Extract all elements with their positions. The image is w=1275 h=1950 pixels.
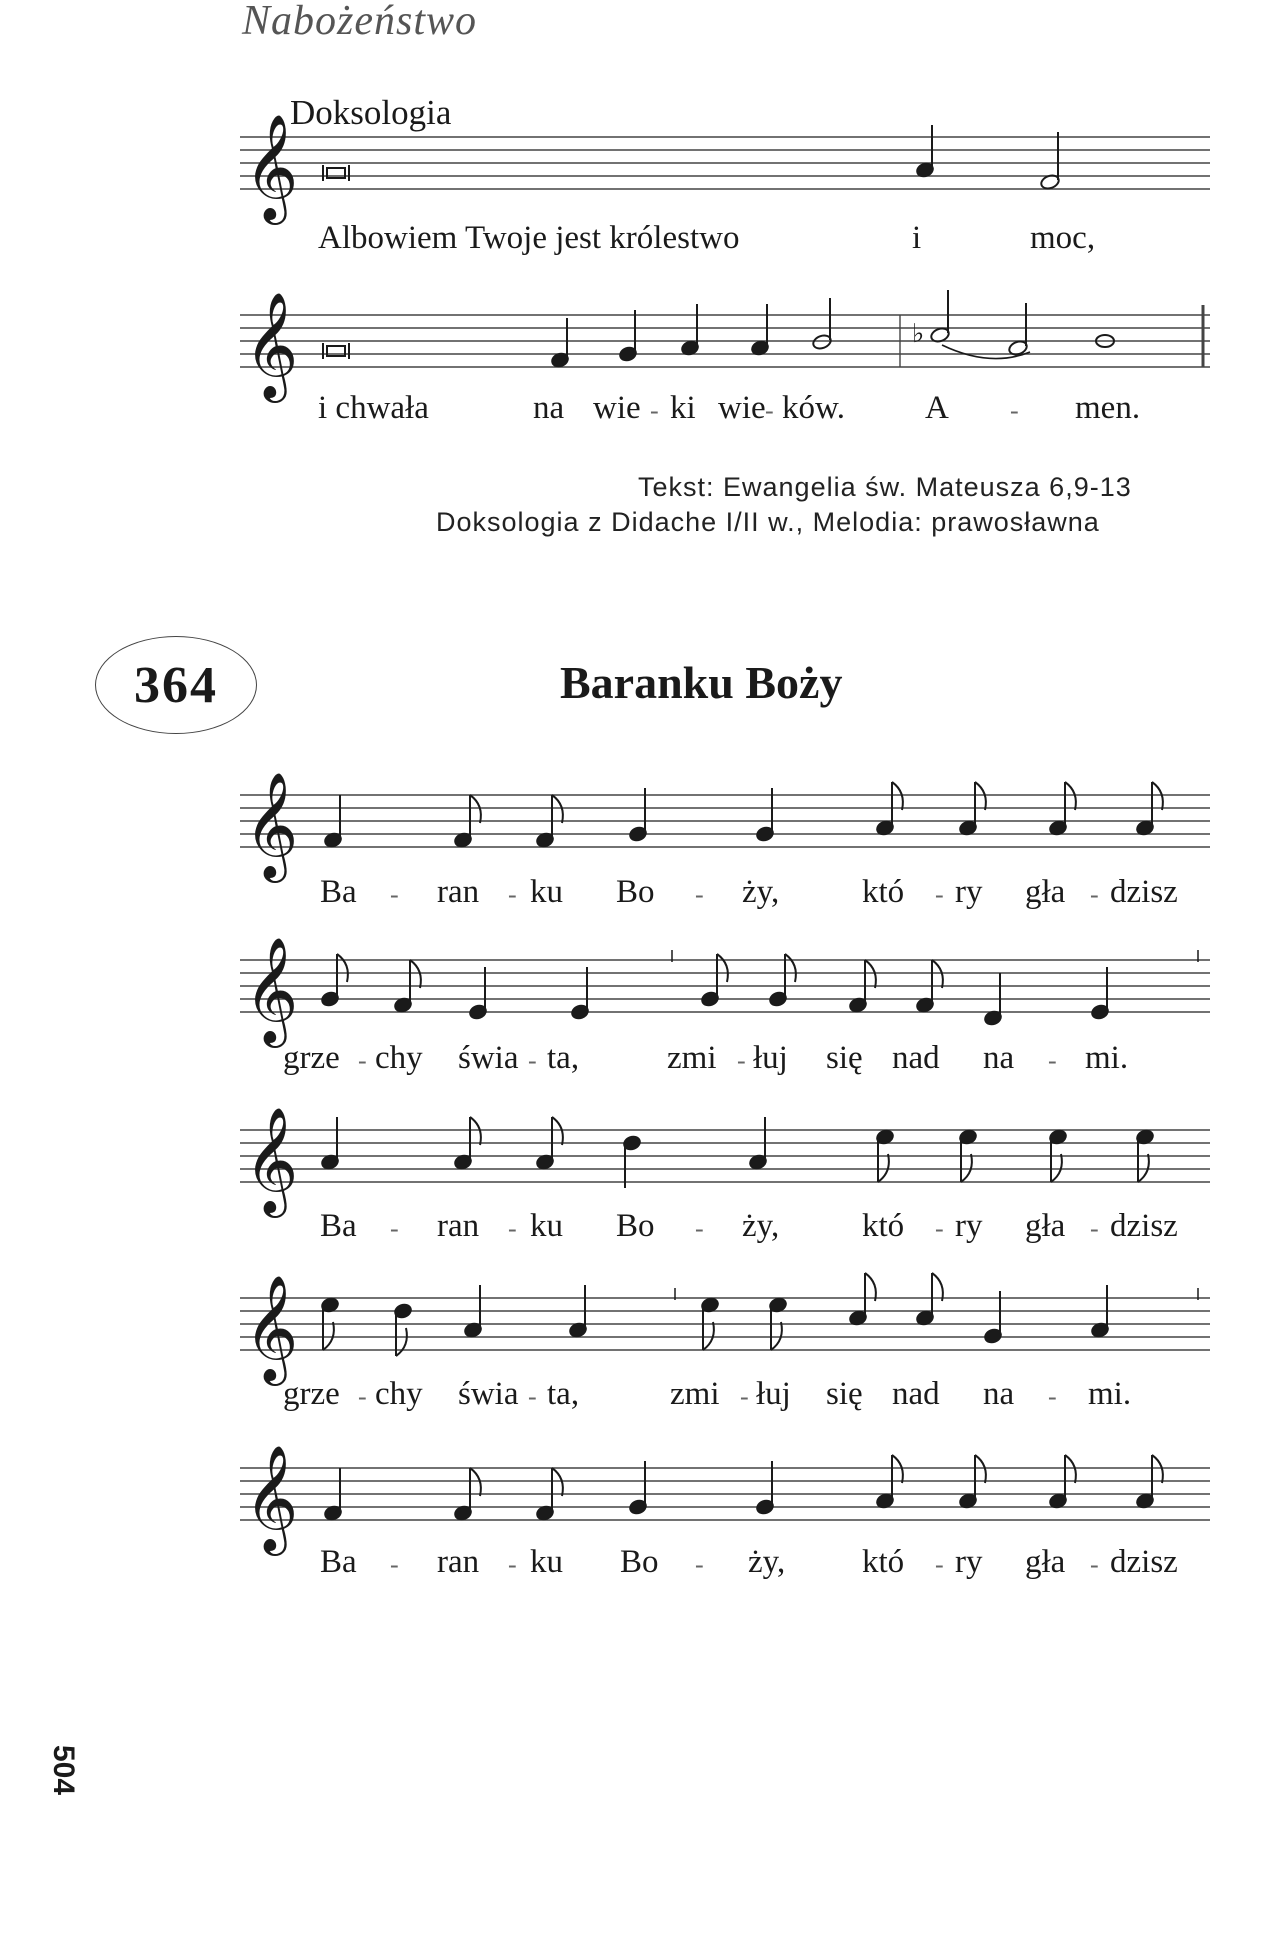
syllable: ży, — [742, 1208, 780, 1244]
syllable: mi. — [1085, 1040, 1129, 1076]
hyphen: - — [390, 1214, 399, 1243]
lyric-doxology-2-a: i chwała — [318, 390, 429, 426]
syllable: któ — [862, 1208, 905, 1244]
syllable: zmi — [667, 1040, 717, 1076]
syllable: mi. — [1088, 1376, 1132, 1412]
syllable: ry — [955, 1544, 983, 1580]
syllable: ta, — [547, 1040, 580, 1076]
treble-clef-icon: 𝄞 — [244, 771, 299, 878]
hyphen: - — [508, 1214, 517, 1243]
syllable: łuj — [756, 1376, 791, 1412]
syllable: ran — [437, 874, 480, 910]
treble-clef-icon: 𝄞 — [244, 1274, 299, 1381]
syllable: na — [983, 1376, 1015, 1412]
hyphen: - — [528, 1382, 537, 1411]
credit-text-line-2: Doksologia z Didache I/II w., Melodia: prawosławna — [436, 507, 1100, 537]
melody-line-5 — [323, 1455, 1162, 1521]
lyric-doxology-2-b: na — [533, 390, 565, 426]
syllable: Bo — [616, 1208, 655, 1244]
hyphen: - — [1048, 1046, 1057, 1075]
staff-doxology-1 — [240, 137, 1210, 189]
syllable: świa — [458, 1376, 519, 1412]
syllable: ran — [437, 1544, 480, 1580]
syllable: Ba — [320, 874, 357, 910]
treble-clef-icon: 𝄞 — [244, 291, 299, 398]
melody-line-4 — [320, 1273, 1198, 1356]
hyphen: - — [390, 1550, 399, 1579]
syllable: ku — [530, 1208, 563, 1244]
syllable: świa — [458, 1040, 519, 1076]
song-title: Baranku Boży — [560, 657, 843, 708]
lyric-doxology-2-f: ków. — [782, 390, 845, 426]
page-header-title: Nabożeństwo — [242, 0, 478, 44]
song-number-badge: 364 — [95, 636, 257, 734]
syllable: ży, — [748, 1544, 786, 1580]
syllable: gła — [1025, 1544, 1066, 1580]
syllable: się — [826, 1040, 863, 1076]
flat-icon: ♭ — [912, 319, 925, 349]
treble-clef-icon: 𝄞 — [244, 113, 299, 220]
hyphen: - — [358, 1046, 367, 1075]
melody-line-1 — [323, 782, 1162, 848]
hyphen: - — [508, 880, 517, 909]
credit-text-line-1: Tekst: Ewangelia św. Mateusza 6,9-13 — [638, 472, 1132, 502]
hyphen: - — [1090, 1550, 1099, 1579]
hyphen: - — [737, 1046, 746, 1075]
syllable: nad — [892, 1040, 940, 1076]
lyric-doxology-2-h: men. — [1075, 390, 1141, 426]
hyphen: - — [508, 1550, 517, 1579]
syllable: ku — [530, 1544, 563, 1580]
syllable: gła — [1025, 874, 1066, 910]
lyric-doxology-2-c: wie — [593, 390, 641, 426]
syllable: zmi — [670, 1376, 720, 1412]
syllable: ry — [955, 874, 983, 910]
tie-arc — [942, 345, 1030, 359]
syllable: ry — [955, 1208, 983, 1244]
syllable: grze — [283, 1376, 340, 1412]
syllable: któ — [862, 1544, 905, 1580]
hyphen: - — [358, 1382, 367, 1411]
hyphen: - — [1090, 880, 1099, 909]
lyric-doxology-2-g: A — [925, 390, 949, 426]
syllable: chy — [375, 1040, 423, 1076]
melody-line-2 — [320, 950, 1198, 1026]
staff-doxology-2 — [240, 305, 1210, 367]
lyric-doxology-1-c: moc, — [1030, 220, 1096, 256]
lyric-doxology-1-a: Albowiem Twoje jest królestwo — [318, 220, 740, 256]
syllable: ku — [530, 874, 563, 910]
hyphen: - — [935, 1214, 944, 1243]
melody-line-3 — [320, 1117, 1154, 1188]
hyphen: - — [935, 1550, 944, 1579]
syllable: ta, — [547, 1376, 580, 1412]
syllable: na — [983, 1040, 1015, 1076]
syllable: Bo — [620, 1544, 659, 1580]
syllable: Ba — [320, 1544, 357, 1580]
syllable: grze — [283, 1040, 340, 1076]
hyphen: - — [765, 396, 774, 425]
hyphen: - — [740, 1382, 749, 1411]
syllable: dzisz — [1110, 1208, 1178, 1244]
hyphen: - — [1048, 1382, 1057, 1411]
hyphen: - — [650, 396, 659, 425]
hyphen: - — [935, 880, 944, 909]
hyphen: - — [695, 1214, 704, 1243]
syllable: ży, — [742, 874, 780, 910]
page-number: 504 — [47, 1745, 80, 1796]
hyphen: - — [390, 880, 399, 909]
treble-clef-icon: 𝄞 — [244, 936, 299, 1043]
hyphen: - — [1090, 1214, 1099, 1243]
syllable: chy — [375, 1376, 423, 1412]
syllable: dzisz — [1110, 1544, 1178, 1580]
lyric-doxology-2-e: wie — [718, 390, 766, 426]
syllable: Ba — [320, 1208, 357, 1244]
treble-clef-icon: 𝄞 — [244, 1444, 299, 1551]
doxology-label: Doksologia — [290, 93, 452, 132]
staff-song-4 — [240, 1298, 1210, 1350]
syllable: nad — [892, 1376, 940, 1412]
hyphen: - — [1010, 396, 1019, 425]
syllable: się — [826, 1376, 863, 1412]
lyric-doxology-1-b: i — [912, 220, 922, 256]
hyphen: - — [695, 1550, 704, 1579]
lyric-doxology-2-d: ki — [670, 390, 696, 426]
syllable: ran — [437, 1208, 480, 1244]
hyphen: - — [695, 880, 704, 909]
syllable: łuj — [753, 1040, 788, 1076]
syllable: dzisz — [1110, 874, 1178, 910]
syllable: któ — [862, 874, 905, 910]
syllable: Bo — [616, 874, 655, 910]
syllable: gła — [1025, 1208, 1066, 1244]
hyphen: - — [528, 1046, 537, 1075]
treble-clef-icon: 𝄞 — [244, 1106, 299, 1213]
staff-song-2 — [240, 960, 1210, 1012]
